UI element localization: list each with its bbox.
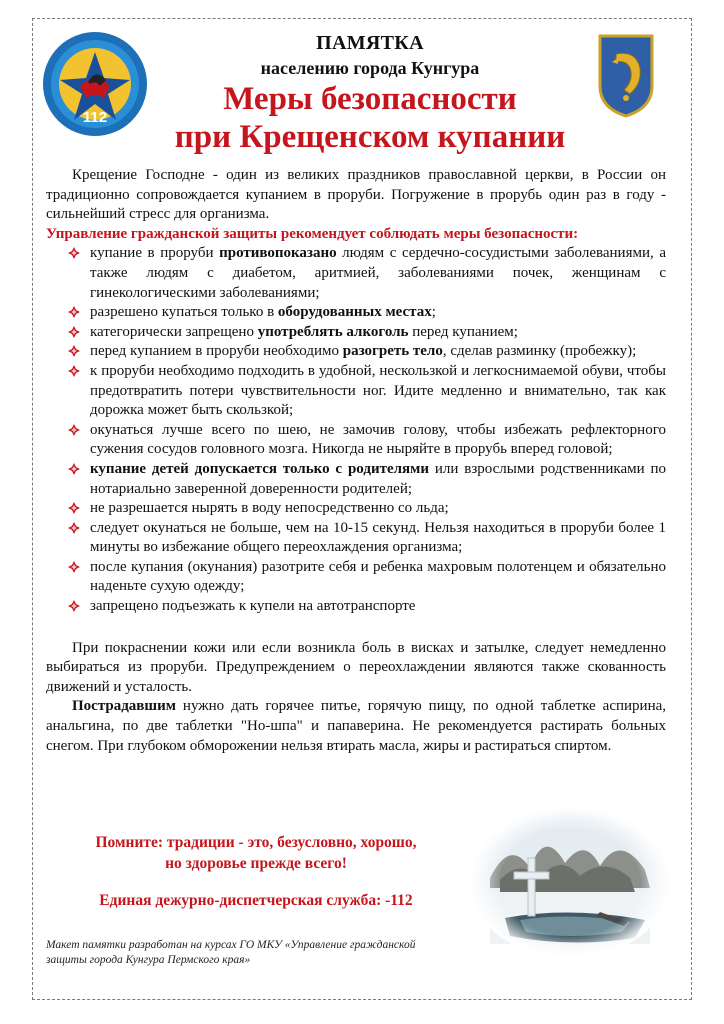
list-item [46,597,666,617]
spacer [46,617,666,639]
list-item [46,499,666,519]
safety-rules-list [46,244,666,616]
rule-text: разрешено купаться только в [90,304,278,321]
rule-text: , сделав разминку (пробежку); [442,343,637,360]
list-item [46,558,666,597]
rule-emphasis: употреблять алкоголь [257,323,409,340]
list-item [46,244,666,303]
diamond-bullet-icon [68,463,80,475]
diamond-bullet-icon [68,345,80,357]
diamond-bullet-icon [68,326,80,338]
diamond-bullet-icon [68,522,80,534]
list-item [46,323,666,343]
coat-of-arms-icon [596,32,656,118]
emergency-service-line: Единая дежурно-диспетчерская служба: -112 [99,892,413,909]
list-item [46,460,666,499]
diamond-bullet-icon [68,247,80,259]
emergency-service-emblem-icon [40,28,150,138]
rule-text: ; [431,304,436,321]
rule-text: людям с сердечно-сосудистыми заболеваниями, а также людям с диабетом, аритмией, заболеваниями почек, женщинам с гинекологическими заболеваниями; [90,245,666,301]
header [150,30,590,156]
diamond-bullet-icon [68,306,80,318]
diamond-bullet-icon [68,424,80,436]
list-item [46,342,666,362]
list-item [46,421,666,460]
page-title: ПАМЯТКА [316,32,424,54]
victims-emphasis: Пострадавшим [72,698,176,715]
diamond-bullet-icon [68,561,80,573]
rule-emphasis: противопоказано [219,245,337,262]
rule-emphasis: оборудованных местах [277,304,432,321]
rule-text: или взрослыми родственниками по нотариально заверенной доверенности родителей; [90,460,667,497]
diamond-bullet-icon [68,502,80,514]
credit-note [46,938,466,968]
reminder-line-2: но здоровье прежде всего! [165,855,347,872]
rule-text: после купания (окунания) разотрите себя и ребенка махровым полотенцем и обязательно наденьте сухую одежду; [90,558,666,595]
heading-line-2: при Крещенском купании [174,119,566,155]
list-item [46,362,666,421]
list-item [46,303,666,323]
page-subtitle: населению города Кунгура [260,58,480,78]
recommendation-heading: Управление гражданской защиты рекомендует соблюдать меры безопасности: [46,225,579,242]
emblem-number: 112 [82,109,108,126]
rule-emphasis: разогреть тело [342,343,443,360]
rule-text: купание в проруби [90,245,220,262]
credit-line-2: защиты города Кунгура Пермского края» [46,954,251,966]
rule-text: к проруби необходимо подходить в удобной, нескользкой и легкоснимаемой обуви, чтобы предотвратить потери чувствительности ног. Идите медленно и внимательно, так как дорожка может быть скользкой; [90,362,666,419]
rule-emphasis: купание детей допускается только с родителями [90,460,430,477]
diamond-bullet-icon [68,365,80,377]
rule-text: перед купанием; [408,323,518,340]
rule-text: окунаться лучше всего по шею, не замочив голову, чтобы избежать рефлекторного сужения сосудов головного мозга. Никогда не ныряйте в прорубь вперед головой; [90,421,666,458]
redness-paragraph: При покраснении кожи или если возникла боль в висках и затылке, следует немедленно выбираться из проруби. Предупреждением о переохлаждении являются также скованность движений и усталость. [46,639,666,695]
rule-text: следует окунаться не больше, чем на 10-15 секунд. Нельзя находиться в проруби более 1 минуты во избежание общего переохлаждения организма; [90,519,666,556]
reminder-block [46,832,466,874]
rule-text: не разрешается нырять в воду непосредственно со льда; [90,500,449,517]
victims-paragraph [46,697,666,756]
ice-hole-cross-photo [470,808,670,958]
rule-text: перед купанием в проруби необходимо [90,343,343,360]
list-item [46,519,666,558]
victims-text: нужно дать горячее питье, горячую пищу, по одной таблетке аспирина, анальгина, по две таблетки "Но-шпа" и папаверина. Не рекомендуется растирать больных снегом. При глубоком обморожении нельзя втирать масла, жиры и растираться спиртом. [46,698,666,754]
reminder-line-1: Помните: традиции - это, безусловно, хорошо, [95,834,417,851]
rule-text: категорически запрещено [90,323,258,340]
main-content [46,166,666,756]
intro-paragraph: Крещение Господне - один из великих праздников православной церкви, в России он традиционно сопровождается купанием в проруби. Погружение в прорубь один раз в году - сильнейший стресс для организма. [46,167,666,223]
heading-line-1: Меры безопасности [223,81,517,117]
rule-text: запрещено подъезжать к купели на автотранспорте [90,598,416,615]
credit-line-1: Макет памятки разработан на курсах ГО МКУ «Управление гражданской [46,939,416,951]
diamond-bullet-icon [68,600,80,612]
